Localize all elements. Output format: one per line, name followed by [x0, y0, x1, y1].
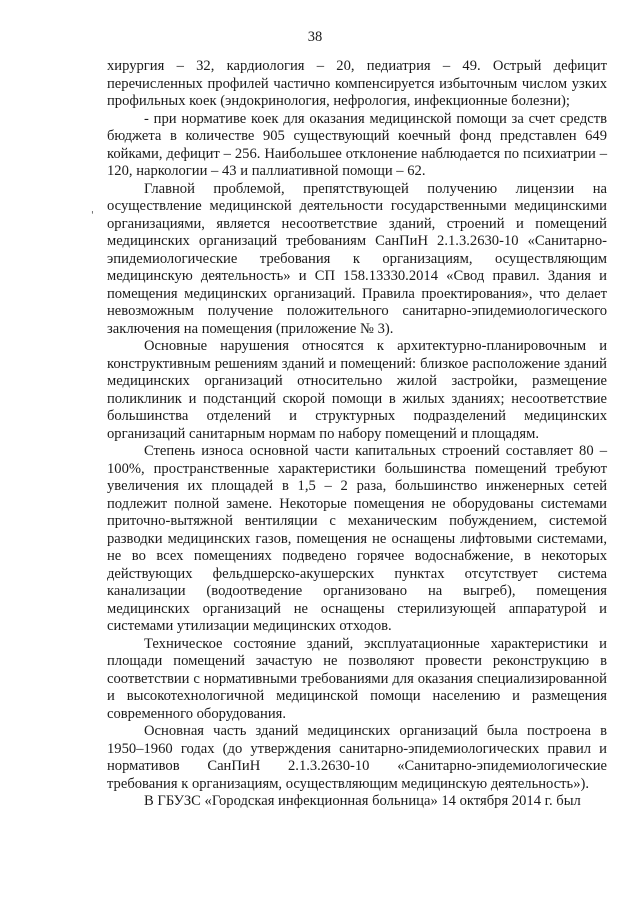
- paragraph-technical-state: Техническое состояние зданий, эксплуатационные характеристики и площади помещений зачастую не позволяют провести реконструкцию в соответствии с нормативными требованиями для оказания специализированной и высокотехнологичной медицинской помощи населению и размещения современного оборудования.: [107, 635, 607, 722]
- margin-mark: ': [91, 210, 94, 221]
- paragraph-surgery-deficit: хирургия – 32, кардиология – 20, педиатрия – 49. Острый дефицит перечисленных профилей частично компенсируется избыточным числом узких профильных коек (эндокринология, нефрология, инфекционные болезни);: [107, 58, 607, 109]
- paragraph-construction-years: Основная часть зданий медицинских организаций была построена в 1950–1960 годах (до утверждения санитарно-эпидемиологических правил и нормативов СанПиН 2.1.3.2630-10 «Санитарно-эпидемиологические требования к организациям, осуществляющим медицинскую деятельность»).: [107, 723, 607, 792]
- paragraph-main-problem: Главной проблемой, препятствующей получению лицензии на осуществление медицинской деятельности государственными медицинскими организациями, является несоответствие зданий, строений и помещений медицинских организаций требованиям СанПиН 2.1.3.2630-10 «Санитарно-эпидемиологические требования к организациям, осуществляющим медицинскую деятельность» и СП 158.13330.2014 «Свод правил. Здания и помещения медицинских организаций. Правила проектирования», что делает невозможным получение положительного санитарно-эпидемиологического заключения на помещения (приложение № 3).: [107, 180, 607, 337]
- paragraph-wear-degree: Степень износа основной части капитальных строений составляет 80 – 100%, пространственные характеристики большинства помещений требуют увеличения их площадей в 1,5 – 2 раза, большинство инженерных сетей подлежит полной замене. Некоторые помещения не оборудованы системами приточно-вытяжной вентиляции с механическим побуждением, системой разводки медицинских газов, помещения не оснащены лифтовыми системами, не во всех помещениях подведено горячее водоснабжение, в некоторых действующих фельдшерско-акушерских пунктах отсутствует система канализации (водоотведение организовано на выгреб), помещения медицинских организаций не оснащены стерилизующей аппаратурой и системами утилизации медицинских отходов.: [107, 443, 607, 634]
- paragraph-main-violations: Основные нарушения относятся к архитектурно-планировочным и конструктивным решениям зданий и помещений: близкое расположение зданий медицинских организаций относительно жилой застройки, размещение поликлиник и подстанций скорой помощи в жилых зданиях; несоответствие большинства отделений и структурных подразделений медицинских организаций санитарным нормам по набору помещений и площадям.: [107, 338, 607, 442]
- page-number: 38: [307, 29, 323, 45]
- body-text: [107, 58, 607, 811]
- paragraph-bed-norm: - при нормативе коек для оказания медицинской помощи за счет средств бюджета в количестве 905 существующий коечный фонд представлен 649 койками, дефицит – 256. Наибольшее отклонение наблюдается по психиатрии – 120, наркологии – 43 и паллиативной помощи – 62.: [107, 110, 607, 179]
- paragraph-infectious-hospital: В ГБУЗС «Городская инфекционная больница» 14 октября 2014 г. был: [144, 793, 581, 809]
